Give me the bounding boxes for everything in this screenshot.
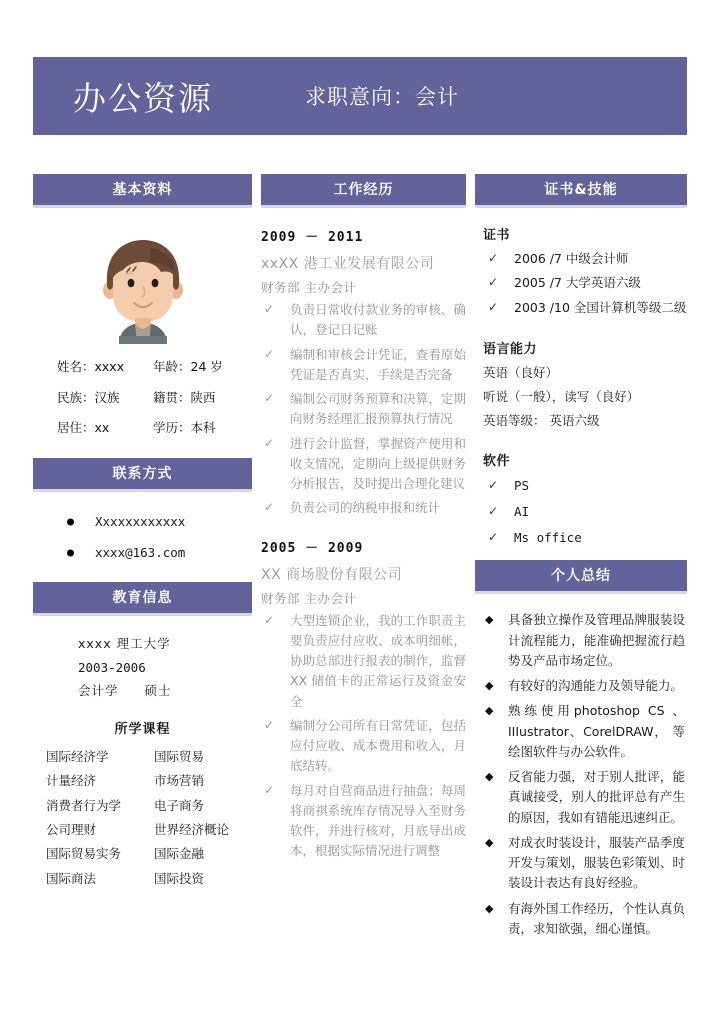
job-dates: 2009 － 2011 bbox=[261, 230, 364, 245]
list-item bbox=[261, 345, 466, 386]
check-icon: ✓ bbox=[264, 346, 275, 361]
job-entry bbox=[261, 537, 466, 862]
check-icon: ✓ bbox=[264, 302, 275, 316]
course-item: 国际商法 bbox=[46, 870, 97, 886]
basic-ethnicity: 民族：汉族 bbox=[57, 389, 120, 405]
course-item: 市场营销 bbox=[154, 773, 205, 789]
education-years: 2003-2006 bbox=[78, 659, 146, 675]
job-entry bbox=[261, 226, 466, 519]
certificate-text: 2003 /10 全国计算机等级二级 bbox=[514, 299, 687, 315]
language-block bbox=[483, 361, 687, 432]
content-columns bbox=[33, 174, 687, 944]
basic-hometown: 籍贯：陕西 bbox=[153, 389, 216, 405]
duty-text: 编制分公司所有日常凭证，包括应付应收、成本费用和收入，月底结转。 bbox=[290, 717, 466, 774]
basic-info-block bbox=[33, 352, 252, 444]
basic-info-row bbox=[33, 352, 252, 383]
course-item: 国际经济学 bbox=[46, 748, 109, 764]
certificates-area bbox=[475, 208, 687, 550]
summary-text: 具备独立操作及管理品牌服装设计流程能力，能准确把握流行趋势及产品市场定位。 bbox=[508, 612, 685, 668]
diamond-icon: ◆ bbox=[485, 613, 494, 627]
certificate-text: 2006 /7 中级会计师 bbox=[514, 251, 629, 266]
middle-column bbox=[261, 174, 466, 944]
list-item bbox=[483, 247, 687, 271]
summary-text: 有海外国工作经历，个性认真负责，求知欲强，细心谨慎。 bbox=[508, 900, 685, 936]
course-item: 公司理财 bbox=[46, 821, 97, 837]
list-item[interactable] bbox=[63, 506, 252, 537]
section-header-education: 教育信息 bbox=[33, 582, 252, 616]
summary-text: 对成衣时装设计，服装产品季度开发与策划，服装色彩策划、时装设计表达有良好经验。 bbox=[508, 834, 685, 891]
job-duty-list bbox=[261, 300, 466, 519]
certificates-list bbox=[483, 247, 687, 320]
list-item bbox=[261, 611, 466, 712]
basic-info-row bbox=[33, 383, 252, 414]
summary-list bbox=[475, 610, 687, 939]
education-block bbox=[33, 632, 252, 701]
list-item bbox=[475, 767, 685, 828]
job-company: XX 商场股份有限公司 bbox=[261, 566, 403, 583]
software-title: 软件 bbox=[483, 454, 511, 470]
list-item bbox=[483, 271, 687, 295]
job-role: 财务部 主办会计 bbox=[261, 590, 357, 606]
duty-text: 进行会计监督，掌握资产使用和收支情况，定期向上级提供财务分析报告，及时提出合理化建议 bbox=[290, 435, 466, 491]
section-header-contact: 联系方式 bbox=[33, 458, 252, 492]
list-item bbox=[261, 716, 466, 777]
job-objective: 求职意向：会计 bbox=[305, 85, 459, 109]
duty-text: 大型连锁企业，我的工作职责主要负责应付应收、成本明细帐，协助总部进行报表的制作，监督 XX 储值卡的正常运行及资金安全 bbox=[290, 612, 466, 709]
course-row bbox=[46, 867, 252, 891]
job-company: xxXX 港工业发展有限公司 bbox=[261, 256, 435, 272]
summary-text: 反省能力强，对于别人批评，能真诚接受，别人的批评总有产生的原因，我如有错能迅速纠正。 bbox=[508, 769, 685, 825]
list-item bbox=[261, 300, 466, 341]
list-item bbox=[261, 434, 466, 495]
education-degree: 硕士 bbox=[144, 682, 172, 698]
list-item bbox=[475, 899, 685, 940]
list-item bbox=[475, 701, 685, 762]
check-icon: ✓ bbox=[264, 717, 275, 732]
list-item bbox=[483, 473, 687, 499]
job-dates: 2005 － 2009 bbox=[261, 540, 364, 556]
software-text: Ms office bbox=[514, 529, 582, 545]
list-item bbox=[475, 676, 685, 696]
education-major: 会计学 bbox=[78, 682, 119, 698]
contact-list bbox=[33, 506, 252, 569]
education-school: xxxx 理工大学 bbox=[78, 636, 171, 652]
section-header-basic: 基本资料 bbox=[33, 174, 252, 208]
course-item: 国际金融 bbox=[154, 846, 205, 862]
duty-text: 编制公司财务预算和决算，定期向财务经理汇报预算执行情况 bbox=[290, 391, 466, 427]
courses-title: 所学课程 bbox=[114, 721, 171, 737]
check-icon: ✓ bbox=[488, 504, 499, 518]
software-text: PS bbox=[514, 478, 530, 494]
bullet-icon bbox=[67, 518, 74, 525]
course-item: 世界经济概论 bbox=[154, 821, 230, 837]
basic-degree: 学历：本科 bbox=[153, 420, 216, 436]
basic-name: 姓名：xxxx bbox=[57, 359, 125, 374]
list-item[interactable] bbox=[63, 537, 252, 568]
course-item: 计量经济 bbox=[46, 773, 97, 789]
list-item bbox=[261, 498, 466, 518]
diamond-icon: ◆ bbox=[485, 704, 494, 718]
summary-text: 有较好的沟通能力及领导能力。 bbox=[508, 678, 684, 693]
language-line: 英语等级： 英语六级 bbox=[483, 412, 600, 428]
right-column bbox=[475, 174, 687, 944]
spacer bbox=[33, 444, 252, 458]
language-title: 语言能力 bbox=[483, 342, 538, 358]
list-item bbox=[261, 781, 466, 862]
check-icon: ✓ bbox=[488, 251, 499, 265]
basic-residence: 居住：xx bbox=[57, 420, 110, 436]
contact-phone: Xxxxxxxxxxxx bbox=[95, 513, 186, 529]
check-icon: ✓ bbox=[264, 435, 275, 450]
course-row bbox=[46, 818, 252, 842]
basic-info-row bbox=[33, 413, 252, 444]
list-item bbox=[261, 389, 466, 430]
course-row bbox=[46, 769, 252, 793]
diamond-icon: ◆ bbox=[485, 901, 494, 915]
language-line: 英语（良好） bbox=[483, 365, 559, 381]
course-item: 国际贸易 bbox=[154, 748, 205, 764]
course-row bbox=[46, 745, 252, 769]
summary-text: 熟练使用photoshop CS 、IIIustrator、CorelDRAW， 等绘图软件与办公软件。 bbox=[508, 703, 685, 759]
section-header-certificates: 证书&技能 bbox=[475, 174, 687, 208]
check-icon: ✓ bbox=[488, 275, 499, 290]
courses-list bbox=[33, 745, 252, 891]
duty-text: 编制和审核会计凭证，查看原始凭证是否真实，手续是否完备 bbox=[290, 346, 466, 382]
software-text: AI bbox=[514, 504, 530, 519]
course-item: 国际投资 bbox=[154, 870, 205, 886]
section-header-summary: 个人总结 bbox=[475, 560, 687, 594]
language-line: 听说（一般），读写（良好） bbox=[483, 388, 640, 404]
avatar bbox=[33, 232, 252, 344]
list-item bbox=[483, 525, 687, 551]
diamond-icon: ◆ bbox=[485, 770, 494, 783]
course-item: 消费者行为学 bbox=[46, 797, 122, 813]
certificates-title: 证书 bbox=[483, 228, 511, 243]
list-item bbox=[483, 499, 687, 525]
job-duty-list bbox=[261, 611, 466, 862]
check-icon: ✓ bbox=[488, 529, 499, 544]
education-major-degree bbox=[78, 679, 252, 702]
duty-text: 每月对自营商品进行抽盘；每周将商祺系统库存情况导入至财务软件，并进行核对，月底导出成本，根据实际情况进行调整 bbox=[290, 782, 466, 859]
job-role: 财务部 主办会计 bbox=[261, 280, 357, 295]
course-item: 国际贸易实务 bbox=[46, 846, 122, 862]
avatar-illustration bbox=[89, 232, 197, 344]
check-icon: ✓ bbox=[264, 391, 275, 405]
certificate-text: 2005 /7 大学英语六级 bbox=[514, 275, 641, 291]
list-item bbox=[475, 833, 685, 894]
list-item bbox=[483, 296, 687, 320]
course-item: 电子商务 bbox=[154, 797, 205, 813]
brand-title: 办公资源 bbox=[73, 78, 213, 118]
left-column bbox=[33, 174, 252, 944]
check-icon: ✓ bbox=[264, 612, 275, 627]
basic-age: 年龄：24 岁 bbox=[153, 359, 223, 374]
bullet-icon bbox=[67, 549, 74, 556]
check-icon: ✓ bbox=[264, 500, 275, 515]
course-row bbox=[46, 794, 252, 818]
check-icon: ✓ bbox=[264, 782, 275, 797]
diamond-icon: ◆ bbox=[485, 835, 494, 849]
list-item bbox=[475, 610, 685, 671]
contact-email: xxxx@163.com bbox=[95, 545, 186, 561]
course-row bbox=[46, 842, 252, 866]
section-header-work: 工作经历 bbox=[261, 174, 466, 208]
check-icon: ✓ bbox=[488, 478, 499, 493]
masthead-banner bbox=[33, 57, 687, 135]
duty-text: 负责日常收付款业务的审核、确认，登记日记账 bbox=[290, 302, 466, 338]
duty-text: 负责公司的纳税申报和统计 bbox=[290, 500, 441, 516]
check-icon: ✓ bbox=[488, 299, 499, 314]
diamond-icon: ◆ bbox=[485, 679, 494, 692]
software-list bbox=[483, 473, 687, 550]
